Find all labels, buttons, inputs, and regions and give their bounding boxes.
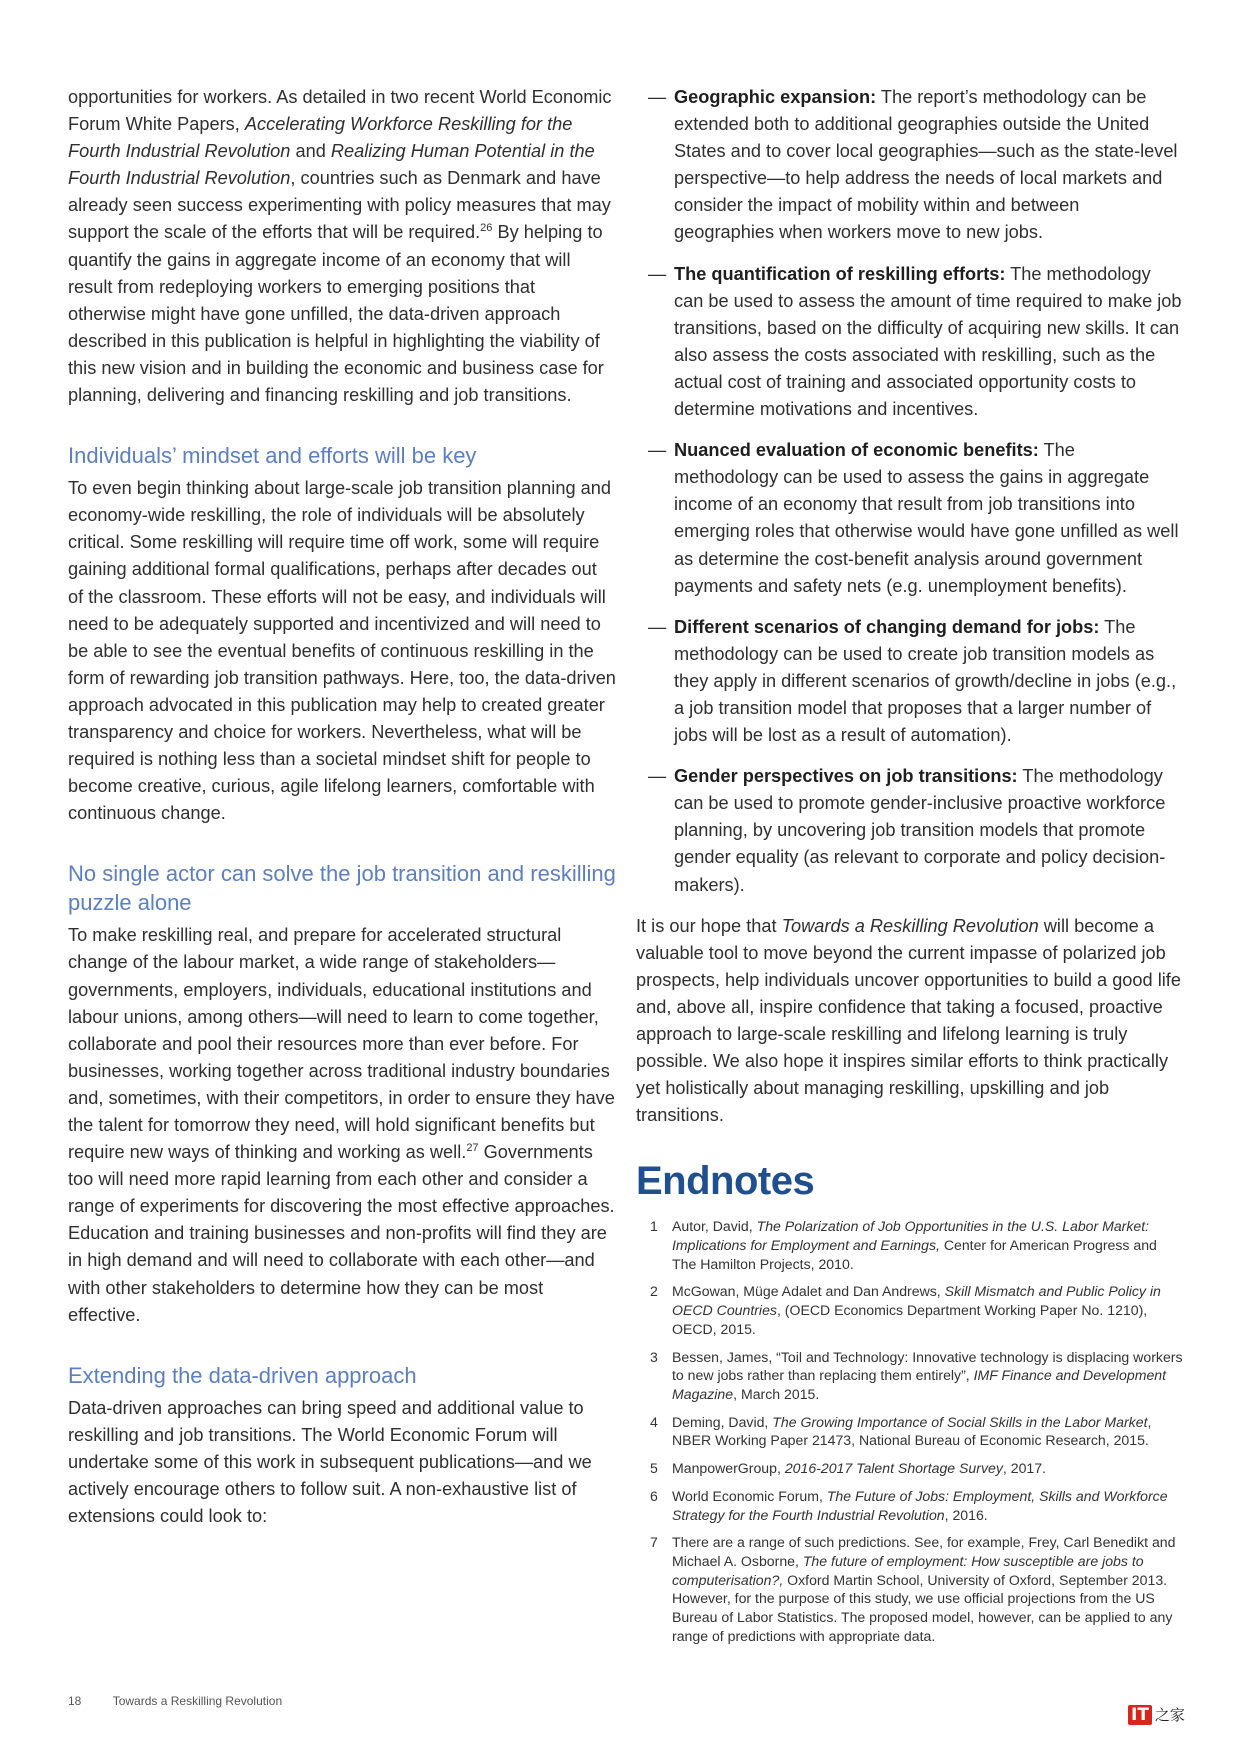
endnote-item: 5 ManpowerGroup, 2016-2017 Talent Shortage Survey, 2017. [650, 1460, 1047, 1477]
endnotes-title: Endnotes [636, 1159, 815, 1204]
publication-title: Towards a Reskilling Revolution [112, 1694, 283, 1708]
watermark-text: 之家 [1154, 1706, 1185, 1724]
endnote-item: 1 Autor, David, The Polarization of Job Opportunities in the U.S. Labor Market: Implications for Employment and Earnings, Center for American Progress and The Hamilton Projects, 2010. [650, 1218, 1157, 1272]
extension-item: — Gender perspectives on job transitions: The methodology can be used to promote gender-inclusive proactive workforce planning, by uncovering job transition models that promote gender equality (as relevant to corporate and policy decision-makers). [648, 766, 1166, 895]
section-heading-no-single-actor: No single actor can solve the job transition and reskilling puzzle alone [68, 861, 616, 916]
page-footer [68, 1694, 282, 1708]
section-paragraph-no-single-actor: To make reskilling real, and prepare for accelerated structural change of the labour market, a wide range of stakeholders—governments, employers, individuals, educational institutions and labour unions, among others—will need to learn to come together, collaborate and pool their resources more than ever before. For businesses, working together across traditional industry boundaries and, sometimes, with their competitors, in order to ensure they have the talent for tomorrow they need, will hold significant benefits but require new ways of thinking and working as well.$^{27}$ Governments too will need more rapid learning from each other and consider a range of experiments for discovering the most effective approaches. Education and training businesses and non-profits will find they are in high demand and will need to collaborate with each other—and with other stakeholders to determine how they can be most effective. [68, 925, 615, 1325]
right-column [636, 84, 1184, 1645]
extension-item: — The quantification of reskilling efforts: The methodology can be used to assess the amount of time required to make job transitions, based on the difficulty of acquiring new skills. It can also assess the costs associated with reskilling, such as the actual cost of training and associated opportunity costs to determine motivations and incentives. [648, 263, 1182, 420]
extension-item: — Geographic expansion: The report’s methodology can be extended both to additional geographies outside the United States and to cover local geographies—such as the state-level perspective—to help address the needs of local markets and consider the impact of mobility within and between geographies when workers move to new jobs. [648, 87, 1178, 243]
extension-item: — Nuanced evaluation of economic benefits: The methodology can be used to assess the gains in aggregate income of an economy that result from job transitions into emerging roles that otherwise would have gone unfilled as well as determine the cost-benefit analysis around government payments and safety nets (e.g. unemployment benefits). [648, 440, 1179, 596]
section-heading-individuals: Individuals’ mindset and efforts will be key [68, 443, 477, 469]
endnote-item: 7 There are a range of such predictions. See, for example, Frey, Carl Benedikt and Michael A. Osborne, The future of employment: How susceptible are jobs to computerisation?, Oxford Martin School, University of Oxford, September 2013. However, for the purpose of this study, we use official projections from the US Bureau of Labor Statistics. The proposed model, however, can be applied to any range of predictions with appropriate data. [650, 1534, 1176, 1644]
endnote-item: 4 Deming, David, The Growing Importance of Social Skills in the Labor Market, NBER Working Paper 21473, National Bureau of Economic Research, 2015. [650, 1413, 1152, 1449]
endnote-item: 6 World Economic Forum, The Future of Jobs: Employment, Skills and Workforce Strategy for the Fourth Industrial Revolution, 2016. [650, 1487, 1168, 1523]
endnotes-list [636, 1217, 1184, 1645]
left-column [68, 84, 616, 1530]
endnote-item: 2 McGowan, Müge Adalet and Dan Andrews, Skill Mismatch and Public Policy in OECD Countries, (OECD Economics Department Working Paper No. 1210), OECD, 2015. [650, 1283, 1161, 1337]
section-heading-extending: Extending the data-driven approach [68, 1362, 417, 1388]
endnote-item: 3 Bessen, James, “Toil and Technology: Innovative technology is displacing workers to new jobs rather than replacing them entirely”, IMF Finance and Development Magazine, March 2015. [650, 1348, 1183, 1402]
section-paragraph-extending: Data-driven approaches can bring speed and additional value to reskilling and job transitions. The World Economic Forum will undertake some of this work in subsequent publications—and we actively encourage others to follow suit. A non-exhaustive list of extensions could look to: [68, 1397, 592, 1527]
extensions-list [636, 84, 1184, 899]
watermark-logo [1128, 1704, 1185, 1725]
extension-item: — Different scenarios of changing demand for jobs: The methodology can be used to create job transition models as they apply in different scenarios of growth/decline in jobs (e.g., a job transition model that proposes that a larger number of jobs will be lost as a result of automation). [648, 616, 1177, 746]
section-paragraph-individuals: To even begin thinking about large-scale job transition planning and economy-wide reskilling, the role of individuals will be absolutely critical. Some reskilling will require time off work, some will require gaining additional formal qualifications, perhaps after decades out of the classroom. These efforts will not be easy, and individuals will need to be adequately supported and incentivized and will need to be able to see the eventual benefits of continuous reskilling in the form of rewarding job transition pathways. Here, too, the data-driven approach advocated in this publication may help to created greater transparency and choice for workers. Nevertheless, what will be required is nothing less than a societal mindset shift for people to become creative, curious, agile lifelong learners, comfortable with continuous change. [68, 478, 616, 824]
page-number: 18 [68, 1694, 82, 1708]
watermark-badge: IT [1128, 1705, 1152, 1725]
intro-paragraph: opportunities for workers. As detailed in two recent World Economic Forum White Papers, Accelerating Workforce Reskilling for the Fourth Industrial Revolution and Realizing Human Potential in the Fourth Industrial Revolution, countries such as Denmark and have already seen success experimenting with policy measures that may support the scale of the efforts that will be required.$^{26}$ By helping to quantify the gains in aggregate income of an economy that will result from redeploying workers to emerging positions that otherwise might have gone unfilled, the data-driven approach described in this publication is helpful in highlighting the viability of this new vision and in building the economic and business case for planning, delivering and financing reskilling and job transitions. [68, 87, 612, 406]
closing-paragraph: It is our hope that Towards a Reskilling Revolution will become a valuable tool to move beyond the current impasse of polarized job prospects, help individuals uncover opportunities to build a good life and, above all, inspire confidence that taking a focused, proactive approach to large-scale reskilling and lifelong learning is truly possible. We also hope it inspires similar efforts to think practically yet holistically about managing reskilling, upskilling and job transitions. [636, 915, 1181, 1126]
